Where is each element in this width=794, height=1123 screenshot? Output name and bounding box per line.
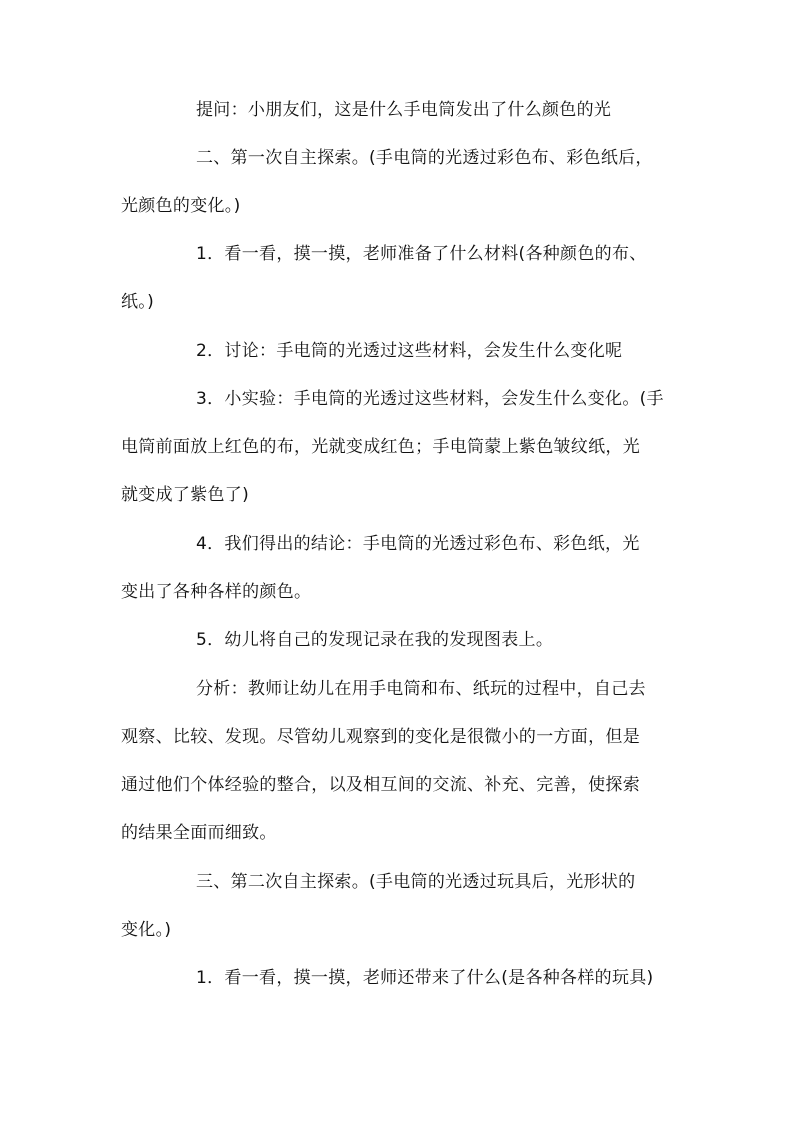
step-5-line: 5．幼儿将自己的发现记录在我的发现图表上。 (196, 630, 554, 650)
step-4-line-cont: 变出了各种各样的颜色。 (121, 582, 312, 602)
step-3-line: 3．小实验：手电筒的光透过这些材料，会发生什么变化。(手 (196, 389, 664, 409)
step-2-line: 2．讨论：手电筒的光透过这些材料，会发生什么变化呢 (196, 341, 623, 361)
section-two-heading-cont: 光颜色的变化。) (121, 196, 241, 216)
step-3-line-end: 就变成了紫色了) (121, 485, 250, 505)
step-1-line-cont: 纸。) (121, 292, 155, 312)
question-line: 提问：小朋友们，这是什么手电筒发出了什么颜色的光 (196, 100, 612, 120)
section-two-heading: 二、第一次自主探索。(手电筒的光透过彩色布、彩色纸后， (196, 148, 653, 168)
analysis-line-end: 的结果全面而细致。 (121, 823, 277, 843)
step-3-line-cont: 电筒前面放上红色的布，光就变成红色；手电筒蒙上紫色皱纹纸，光 (121, 437, 640, 457)
section-three-heading: 三、第二次自主探索。(手电筒的光透过玩具后，光形状的 (196, 872, 636, 892)
analysis-line-cont-2: 通过他们个体经验的整合，以及相互间的交流、补充、完善，使探索 (121, 775, 640, 795)
analysis-line: 分析：教师让幼儿在用手电筒和布、纸玩的过程中，自己去 (196, 679, 646, 699)
analysis-line-cont-1: 观察、比较、发现。尽管幼儿观察到的变化是很微小的一方面，但是 (121, 727, 640, 747)
section-three-step-1: 1．看一看，摸一摸，老师还带来了什么(是各种各样的玩具) (196, 968, 654, 988)
section-three-heading-cont: 变化。) (121, 920, 172, 940)
step-4-line: 4．我们得出的结论：手电筒的光透过彩色布、彩色纸，光 (196, 534, 640, 554)
step-1-line: 1．看一看，摸一摸，老师准备了什么材料(各种颜色的布、 (196, 244, 647, 264)
